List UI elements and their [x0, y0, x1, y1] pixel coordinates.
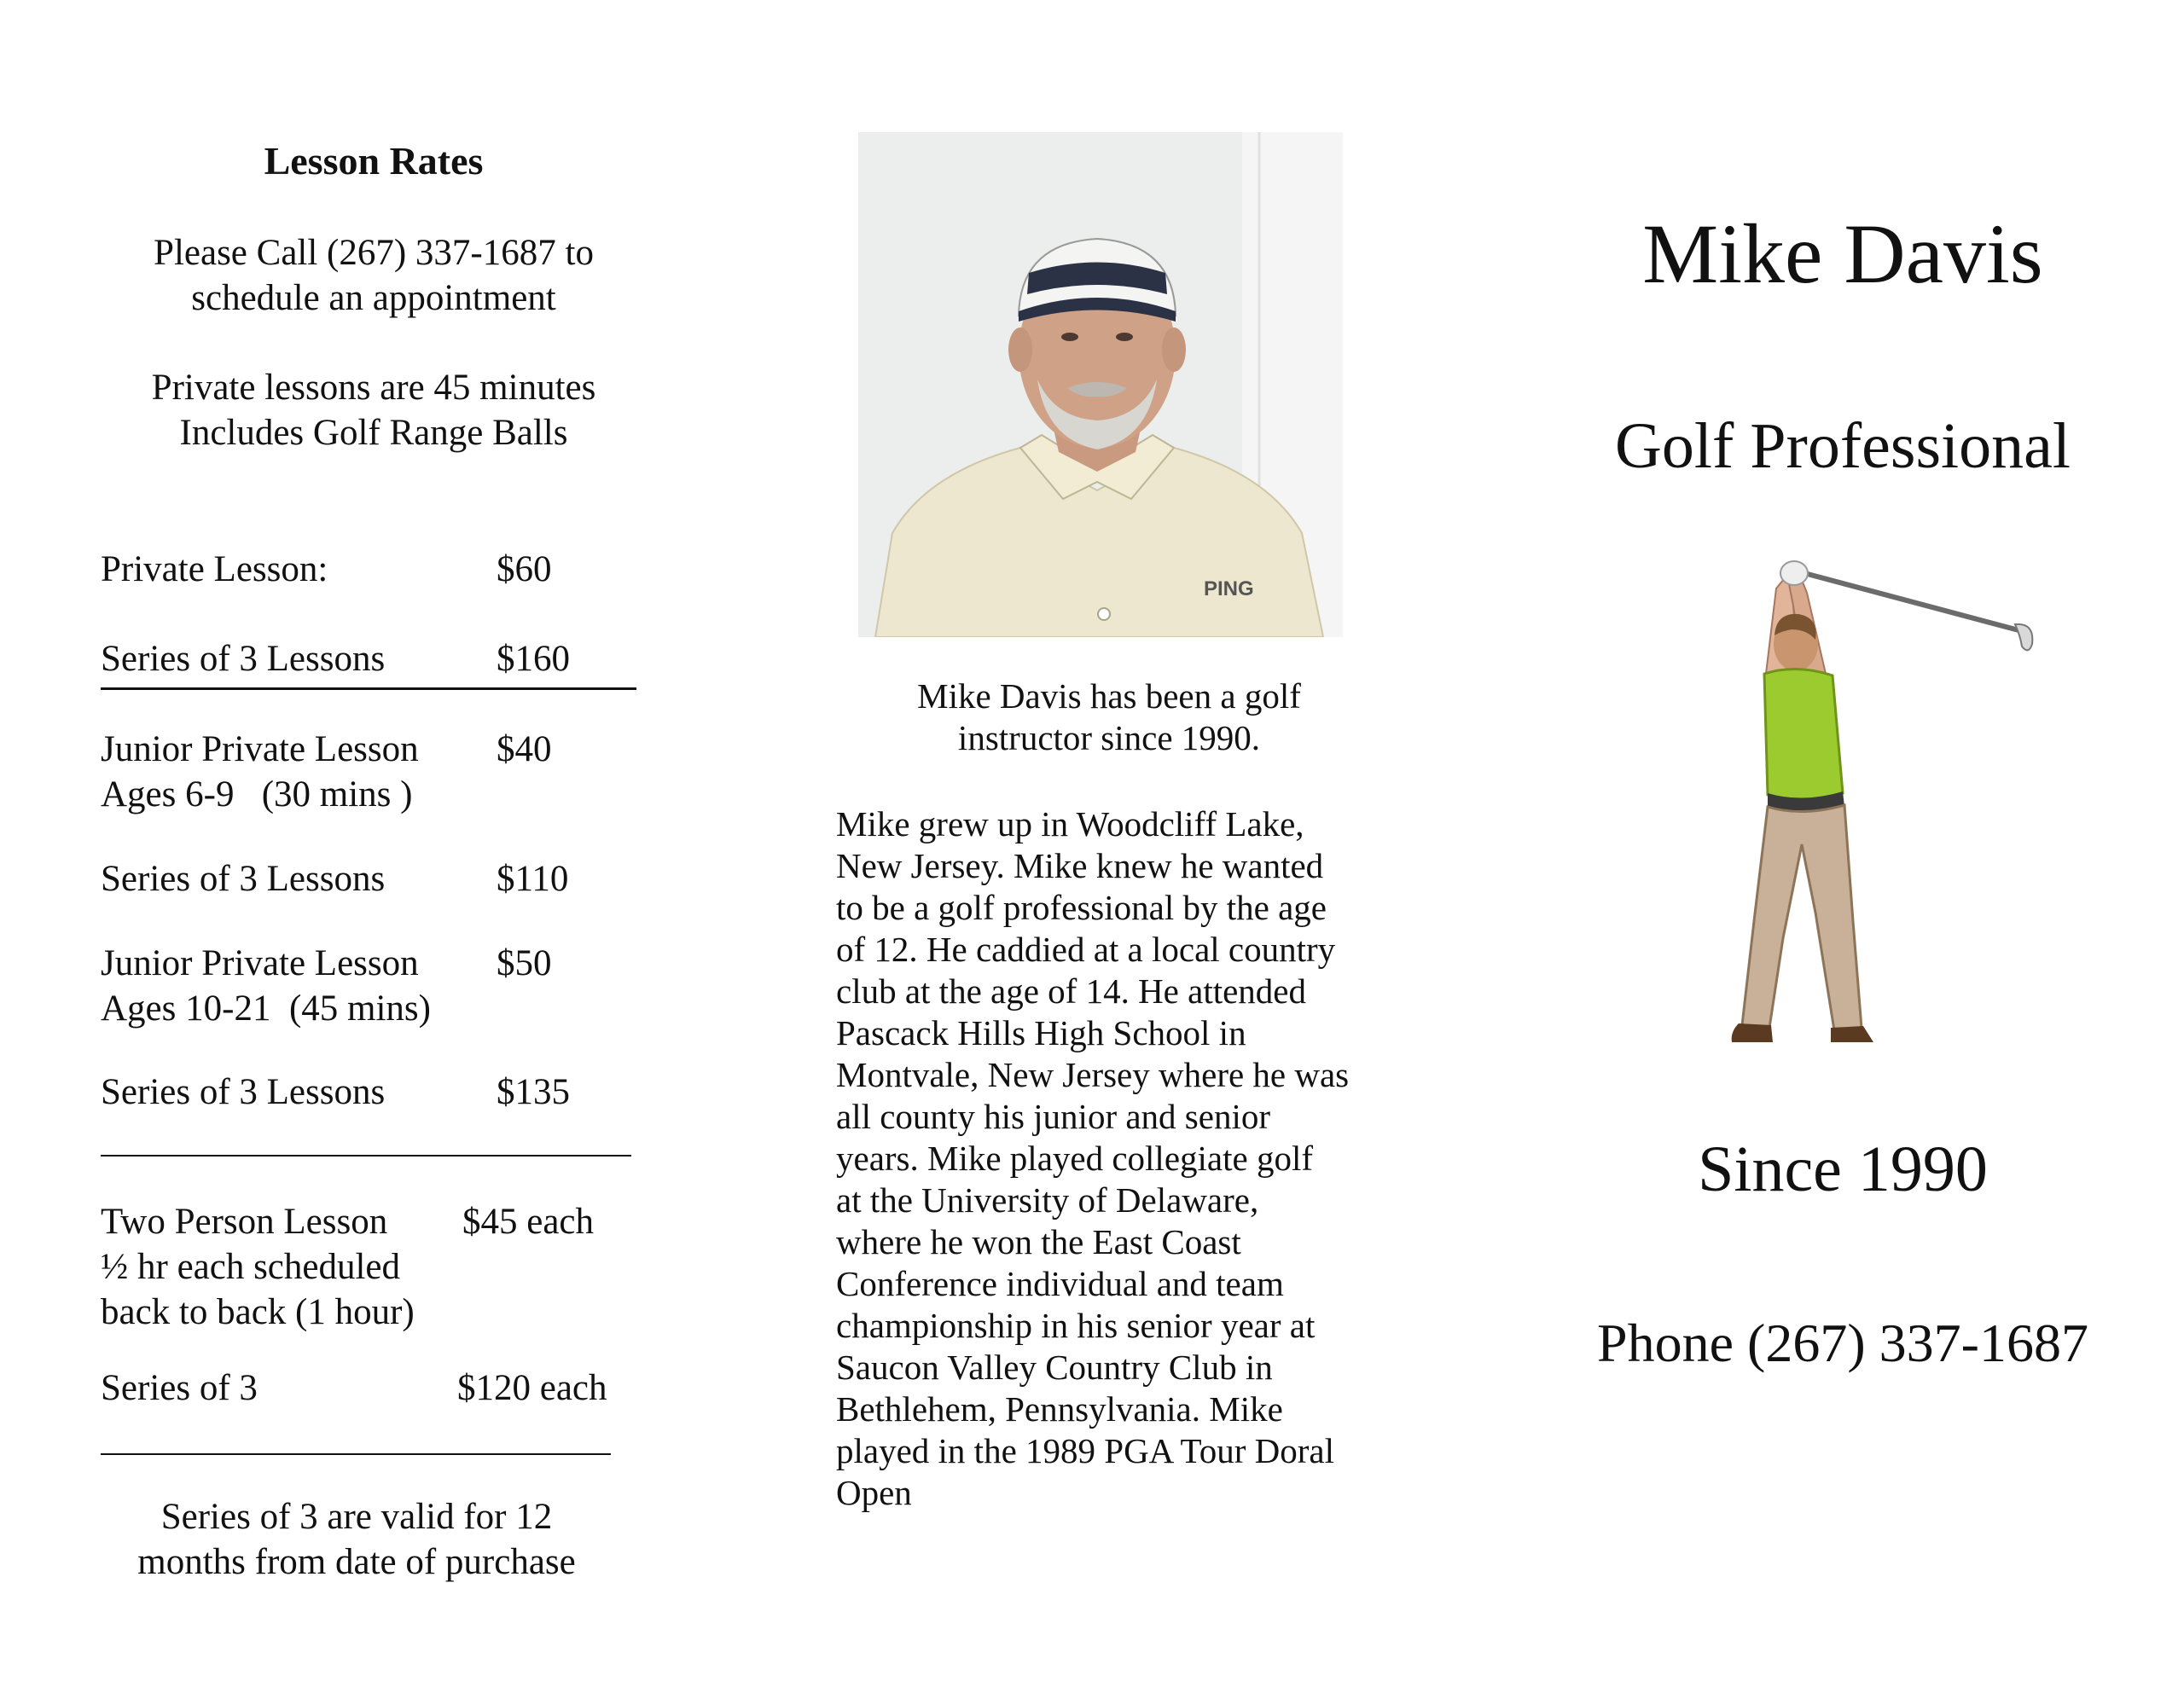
rate-row-junior-6-9: [101, 727, 647, 820]
rate-label: Series of 3: [101, 1368, 258, 1408]
rate-price: $45 each: [462, 1202, 595, 1242]
lesson-rates-title: Lesson Rates: [264, 139, 484, 183]
private-line-2: Includes Golf Range Balls: [179, 413, 568, 453]
rate-label-ages: Ages 10-21 (45 mins): [101, 988, 431, 1029]
rate-price: $120 each: [457, 1368, 607, 1408]
call-line-1: Please Call (267) 337-1687 to: [154, 233, 594, 273]
instructor-name: Mike Davis: [1642, 206, 2043, 301]
validity-note: [101, 1494, 613, 1585]
golfer-illustration: [1706, 554, 2048, 1049]
rate-price: $50: [497, 943, 552, 983]
rate-label: Two Person Lesson: [101, 1202, 388, 1242]
rate-price: $60: [497, 549, 552, 589]
golfer-swing-icon: [1706, 554, 2048, 1049]
rate-label: Junior Private Lesson: [101, 943, 419, 983]
rate-label: Series of 3 Lessons: [101, 859, 386, 899]
rate-price: $40: [497, 729, 552, 769]
bio-intro-line-1: Mike Davis has been a golf: [917, 676, 1301, 716]
rate-label: Series of 3 Lessons: [101, 639, 386, 679]
rate-label-ages: Ages 6-9 (30 mins ): [101, 774, 413, 815]
job-title: Golf Professional: [1614, 410, 2071, 482]
section-divider: [101, 1453, 611, 1455]
rate-label: Junior Private Lesson: [101, 729, 419, 769]
rate-row-junior-10-21: [101, 941, 647, 1035]
shirt-logo-text: PING: [1204, 577, 1254, 600]
rate-label-detail: back to back (1 hour): [101, 1292, 415, 1332]
rate-row-two-person: [101, 1199, 647, 1336]
rate-price: $110: [497, 859, 569, 899]
rate-price: $135: [497, 1072, 570, 1112]
rate-label-detail: ½ hr each scheduled: [101, 1247, 401, 1287]
bio-intro-line-2: instructor since 1990.: [957, 718, 1261, 757]
private-line-1: Private lessons are 45 minutes: [151, 368, 596, 408]
bio-intro: [836, 675, 1382, 759]
call-line-2: schedule an appointment: [191, 278, 556, 318]
section-divider: [101, 687, 636, 690]
bio-paragraph: Mike grew up in Woodcliff Lake, New Jersey. Mike knew he wanted to be a golf professional by the age of 12. He caddied at a local country club at the age of 14. He attended Pascack Hills High School in Montvale, New Jersey where he was all county his junior and senior years. Mike played collegiate golf at the University of Delaware, where he won the East Coast Conference individual and team championship in his senior year at Saucon Valley Country Club in Bethlehem, Pennsylvania. Mike played in the 1989 PGA Tour Doral Open: [836, 804, 1350, 1512]
section-divider: [101, 1155, 631, 1157]
call-instructions: [101, 230, 647, 321]
rate-label: Series of 3 Lessons: [101, 1072, 386, 1112]
validity-line-1: Series of 3 are valid for 12: [160, 1497, 553, 1537]
instructor-photo: [858, 132, 1343, 637]
since-year: Since 1990: [1698, 1133, 1988, 1205]
rate-label: Private Lesson:: [101, 549, 328, 589]
rate-price: $160: [497, 639, 570, 679]
private-lesson-info: [101, 365, 647, 455]
instructor-portrait-image: [858, 132, 1343, 637]
phone-number: Phone (267) 337-1687: [1597, 1313, 2088, 1373]
validity-line-2: months from date of purchase: [137, 1542, 576, 1582]
